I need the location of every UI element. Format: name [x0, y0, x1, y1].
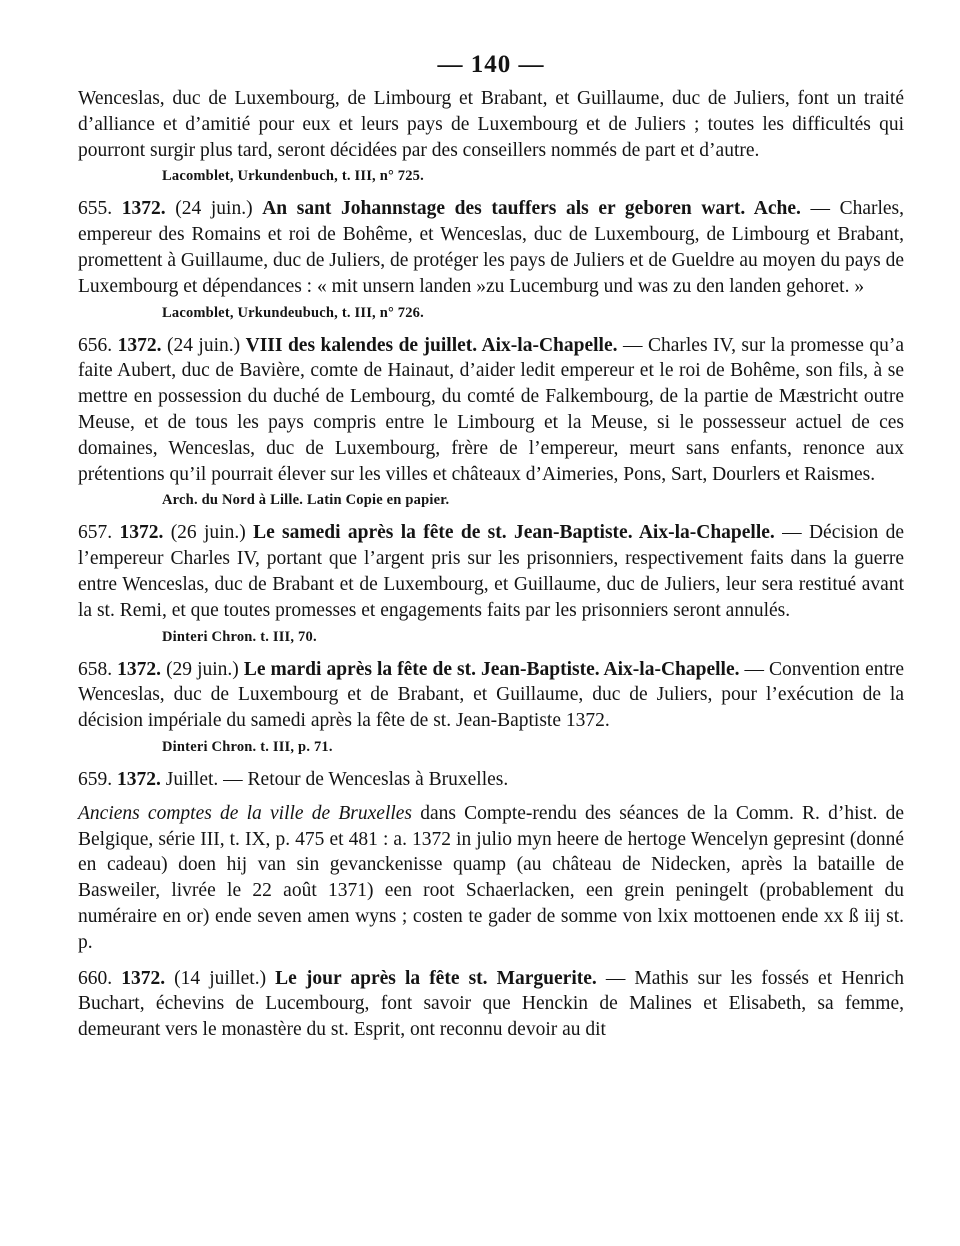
entry-655 [78, 196, 904, 322]
intro-text: Wenceslas, duc de Luxembourg, de Limbourg et Brabant, et Guillaume, duc de Juliers, font un traité d’alliance et d’amitié pour eux et leurs pays de Luxembourg et de Juliers ; toutes les difficultés qui pourront surgir plus tard, seront décidées par des conseillers nommés de part et d’autre. [78, 88, 904, 161]
entry-number: 656. [78, 334, 113, 356]
entry-text [78, 966, 904, 1043]
entry-year: 1372. [119, 522, 164, 544]
entry-year: 1372. [121, 967, 166, 989]
entry-659 [78, 767, 904, 793]
entry-number: 659. [78, 768, 113, 790]
entry-heading: Le mardi après la fête de st. Jean-Baptiste. Aix-la-Chapelle. [243, 658, 740, 680]
document-page [78, 50, 904, 1043]
entry-source: Arch. du Nord à Lille. Latin Copie en papier. [162, 492, 450, 509]
entry-year: 1372. [117, 658, 162, 680]
entry-text [78, 767, 904, 793]
entry-source: Dinteri Chron. t. III, p. 71. [162, 738, 333, 755]
comptes-paragraph [78, 801, 904, 956]
entry-date: (24 juin.) [166, 334, 241, 356]
page-number: — 140 — [437, 51, 545, 78]
entry-year: 1372. [117, 768, 161, 790]
entry-660 [78, 966, 904, 1043]
entry-heading: Le samedi après la fête de st. Jean-Baptiste. Aix-la-Chapelle. [253, 522, 775, 544]
entry-body: — Convention entre Wenceslas, duc de Luxembourg et de Brabant, et Guillaume, duc de Juliers, pour l’exécution de la décision impériale du samedi après la fête de st. Jean-Baptiste 1372. [78, 658, 905, 732]
entry-body: — Retour de Wenceslas à Bruxelles. [223, 768, 509, 790]
entry-heading: VIII des kalendes de juillet. Aix-la-Chapelle. [245, 334, 618, 356]
entry-year: 1372. [117, 334, 162, 356]
entry-number: 660. [78, 967, 113, 989]
entry-text [78, 333, 904, 488]
entry-date: Juillet. [165, 768, 219, 790]
entry-number: 657. [78, 522, 113, 544]
intro-source: Lacomblet, Urkundenbuch, t. III, n° 725. [162, 168, 424, 185]
entry-body: — Mathis sur les fossés et Henrich Buchart, échevins de Lucembourg, font savoir que Henckin de Malines et Elisabeth, sa femme, demeurant vers le monastère du st. Esprit, ont reconnu devoir au dit [78, 967, 905, 1041]
entry-heading: An sant Johannstage des tauffers als er geboren wart. Ache. [262, 198, 801, 220]
entry-date: (26 juin.) [170, 522, 246, 544]
entry-body: — Charles IV, sur la promesse qu’a faite Aubert, duc de Bavière, comte de Hainaut, d’aider ledit empereur et le roi de Bohême, son fils, à se mettre en possession du duché de Lembourg, du comté de Falkembourg, de la partie de Mæstricht outre Meuse, et de tous les pays compris entre le Limbourg et la Meuse, si le possesseur actuel de ces domaines, Wenceslas, duc de Luxembourg, frère de l’empereur, meurt sans enfants, renonce aux prétentions qu’il pourrait élever sur les villes et châteaux d’Aimeries, Pons, Sart, Dourlers et Raismes. [78, 334, 905, 485]
entry-source: Lacomblet, Urkundeubuch, t. III, n° 726. [162, 304, 424, 321]
entry-source: Dinteri Chron. t. III, 70. [162, 628, 317, 645]
entry-body: — Charles, empereur des Romains et roi de Bohême, et Wenceslas, duc de Luxembourg, de Limbourg et Brabant, promettent à Guillaume, duc de Juliers, de protéger les pays de Juliers et de Gueldre au moyen du pays de Luxembourg et dépendances : « mit unsern landen »zu Lucemburg und was zu den landen gehoret. » [78, 198, 905, 297]
entry-656 [78, 333, 904, 511]
comptes-title: Anciens comptes de la ville de Bruxelles [78, 802, 413, 824]
entry-date: (24 juin.) [175, 198, 253, 220]
entry-text [78, 520, 904, 623]
entry-date: (29 juin.) [166, 658, 239, 680]
intro-block [78, 86, 904, 186]
entry-number: 658. [78, 658, 113, 680]
entry-text [78, 196, 904, 299]
entry-body: — Décision de l’empereur Charles IV, portant que l’argent pris sur les prisonniers, respectivement faits dans la guerre entre Wenceslas, duc de Brabant et de Luxembourg, et Guillaume, duc de Juliers, leur sera restitué avant la st. Remi, et que toutes promesses et engagements faits par les prisonniers seront annulés. [78, 522, 905, 621]
comptes-body: dans Compte-rendu des séances de la Comm. R. d’hist. de Belgique, série III, t. IX, p. 475 et 481 : a. 1372 in julio myn heere de hertoge Wencelyn gepresint (donné en cadeau) doen hij van sin gevanckenisse quamp (au château de Nidecken, après la bataille de Basweiler, livrée le 22 août 1371) een root Schaerlacken, een grein peningelt (probablement du numéraire en or) ende seven amen wyns ; costen te gader de somme von lxix mottoenen ende xx ß iij st. p. [78, 802, 905, 953]
entry-year: 1372. [121, 198, 166, 220]
comptes-text [78, 801, 904, 956]
entry-text [78, 657, 904, 734]
entry-heading: Le jour après la fête st. Marguerite. [275, 967, 597, 989]
entry-number: 655. [78, 198, 113, 220]
entry-658 [78, 657, 904, 757]
entry-date: (14 juillet.) [174, 967, 267, 989]
entry-657 [78, 520, 904, 646]
